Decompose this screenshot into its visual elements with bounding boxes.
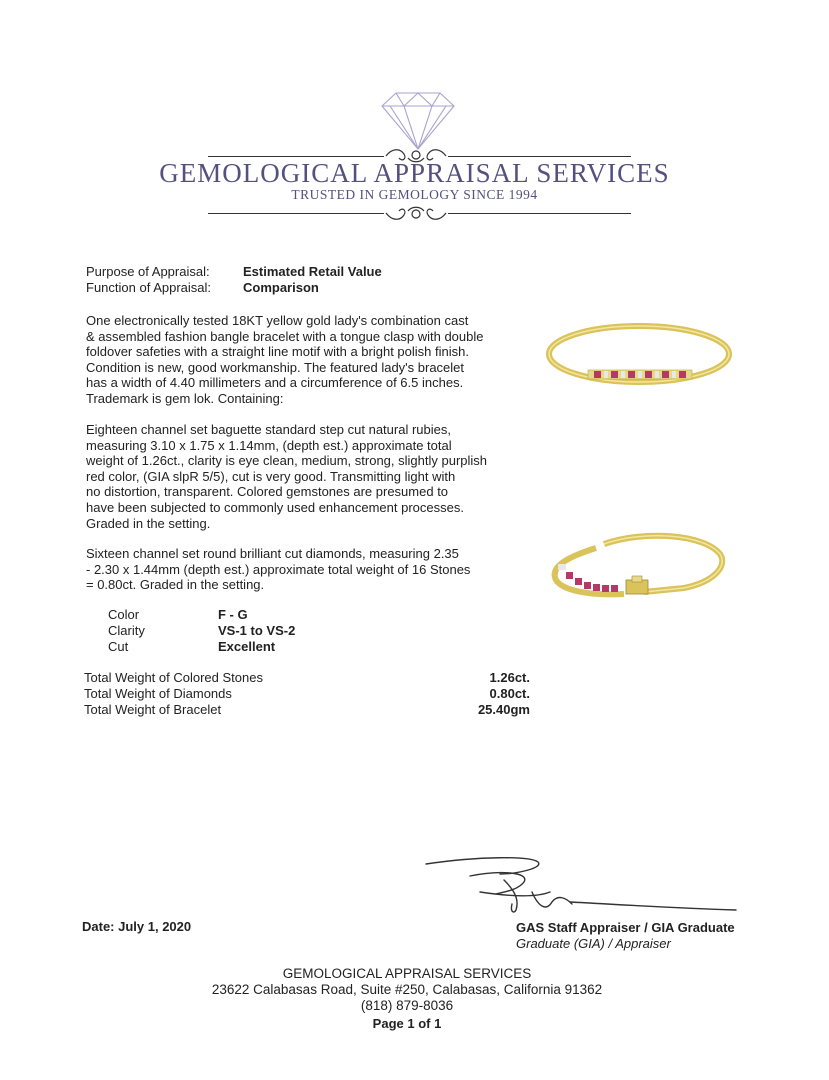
text-line: has a width of 4.40 millimeters and a circumference of 6.5 inches.	[86, 375, 464, 391]
signature-image	[420, 852, 740, 922]
color-value: F - G	[218, 607, 248, 622]
page-number: Page 1 of 1	[372, 1016, 442, 1031]
cut-value: Excellent	[218, 639, 276, 654]
text-line: foldover safeties with a straight line motif with a bright polish finish.	[86, 344, 469, 360]
description-paragraph-2	[86, 422, 526, 531]
company-name: GEMOLOGICAL APPRAISAL SERVICES	[159, 158, 670, 188]
flourish-bottom-icon	[384, 203, 448, 223]
appraiser-title: GAS Staff Appraiser / GIA Graduate	[516, 920, 735, 935]
text-line: One electronically tested 18KT yellow gold lady's combination cast	[86, 313, 469, 328]
clarity-value: VS-1 to VS-2	[218, 623, 296, 638]
total-bracelet-value: 25.40gm	[477, 702, 530, 717]
header-rule-bottom-right	[448, 213, 631, 214]
bracelet-photo-closed	[544, 318, 734, 390]
appraiser-subtitle: Graduate (GIA) / Appraiser	[516, 936, 671, 951]
company-tagline: TRUSTED IN GEMOLOGY SINCE 1994	[291, 187, 538, 202]
text-line: Graded in the setting.	[86, 515, 211, 531]
clarity-label: Clarity	[108, 623, 145, 638]
text-line: weight of 1.26ct., clarity is eye clean, medium, strong, slightly purplish	[86, 453, 488, 469]
function-value: Comparison	[243, 280, 319, 295]
function-label: Function of Appraisal:	[86, 280, 212, 295]
text-line: Trademark is gem lok. Containing:	[86, 390, 284, 406]
text-line: Eighteen channel set baguette standard step cut natural rubies,	[86, 422, 451, 437]
purpose-label: Purpose of Appraisal:	[86, 264, 210, 279]
total-diamonds-value: 0.80ct.	[489, 686, 530, 701]
header-rule-top-left	[208, 156, 384, 157]
text-line: red color, (GIA slpR 5/5), cut is very good. Transmitting light with	[86, 468, 456, 484]
bracelet-photo-open	[544, 524, 734, 604]
header-rule-bottom-left	[208, 213, 384, 214]
text-line: & assembled fashion bangle bracelet with a tongue clasp with double	[86, 328, 484, 344]
total-colored-label: Total Weight of Colored Stones	[84, 670, 263, 685]
appraisal-date: Date: July 1, 2020	[82, 919, 192, 934]
total-colored-value: 1.26ct.	[489, 670, 530, 685]
total-diamonds-label: Total Weight of Diamonds	[84, 686, 232, 701]
color-label: Color	[108, 607, 140, 622]
footer-address: 23622 Calabasas Road, Suite #250, Calabasas, California 91362	[211, 982, 603, 997]
purpose-value: Estimated Retail Value	[243, 264, 382, 279]
text-line: measuring 3.10 x 1.75 x 1.14mm, (depth est.) approximate total	[86, 437, 452, 453]
text-line: no distortion, transparent. Colored gemstones are presumed to	[86, 484, 449, 500]
cut-label: Cut	[108, 639, 129, 654]
text-line: - 2.30 x 1.44mm (depth est.) approximate total weight of 16 Stones	[86, 561, 471, 577]
text-line: have been subjected to commonly used enhancement processes.	[86, 499, 464, 515]
text-line: Sixteen channel set round brilliant cut diamonds, measuring 2.35	[86, 546, 459, 561]
header-rule-top-right	[448, 156, 631, 157]
footer-company: GEMOLOGICAL APPRAISAL SERVICES	[282, 966, 532, 981]
text-line: = 0.80ct. Graded in the setting.	[86, 577, 265, 593]
description-paragraph-3	[86, 546, 526, 593]
diamond-icon	[378, 90, 458, 152]
text-line: Condition is new, good workmanship. The featured lady's bracelet	[86, 359, 465, 375]
footer-phone: (818) 879-8036	[360, 998, 454, 1013]
description-paragraph-1	[86, 313, 526, 407]
total-bracelet-label: Total Weight of Bracelet	[84, 702, 222, 717]
